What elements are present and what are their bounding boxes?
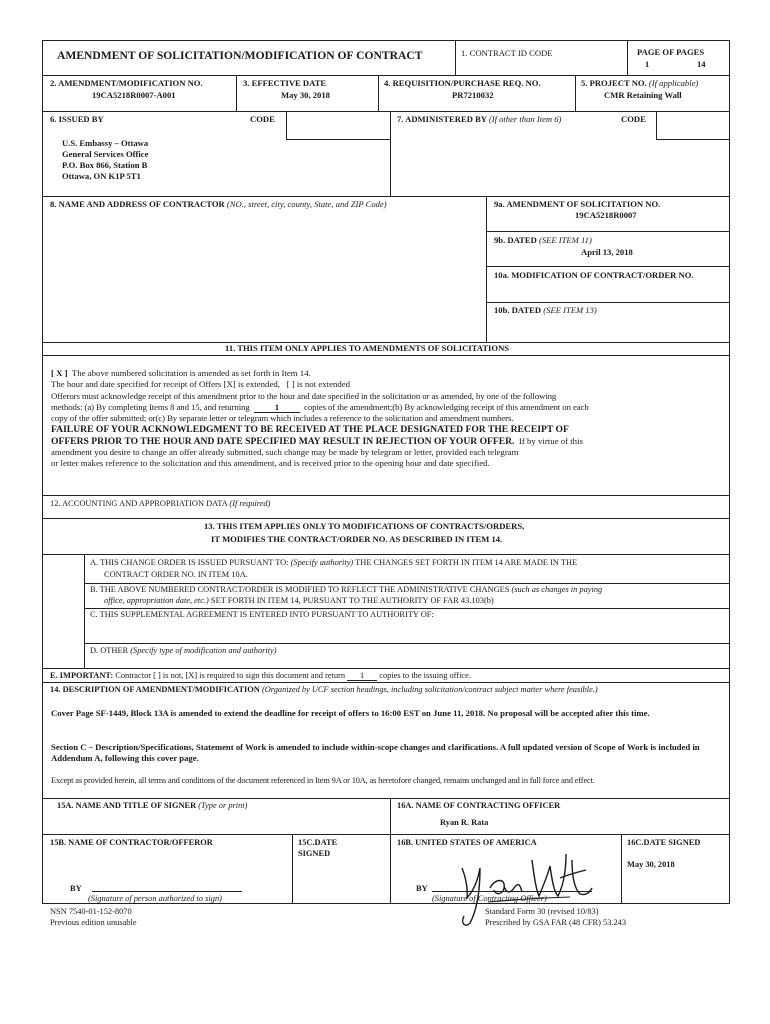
contractor-by-label: BY	[70, 884, 82, 893]
grid-line	[42, 554, 730, 555]
description-para-2: Section C – Description/Specifications, Statement of Work is amended to include within-scope changes and clarifications. A full updated version of Scope of Work is included in Addendum A, following this cover page.	[51, 742, 700, 764]
item13-row-b-tail: SET FORTH IN ITEM 14, PURSUANT TO THE AUTHORITY OF FAR 43.103(b)	[210, 596, 494, 605]
description-para-1: Cover Page SF-1449, Block 13A is amended to extend the deadline for receipt of offers to 16:00 EST on June 11, 2018. No proposal will be accepted after this time.	[51, 708, 650, 718]
accounting-data-label-note: (If required)	[229, 499, 271, 508]
contractor-signature-line[interactable]	[92, 891, 242, 892]
grid-line	[486, 266, 730, 267]
grid-line	[286, 139, 390, 140]
contractor-address-label-note: (NO., street, city, county, State, and ZIP Code)	[226, 199, 387, 209]
grid-line	[378, 75, 379, 111]
item13-row-a-line2: CONTRACT ORDER NO. IN ITEM 10A.	[104, 570, 248, 579]
page-number: 1	[645, 59, 650, 69]
grid-line	[84, 554, 85, 668]
item13-row-d-text: D. OTHER	[90, 646, 129, 655]
requisition-value: PR7210032	[452, 90, 494, 100]
important-copies: 1	[347, 672, 377, 681]
form-title: AMENDMENT OF SOLICITATION/MODIFICATION OF CONTRACT	[57, 49, 423, 62]
description-label	[50, 685, 598, 695]
item13-row-c: C. THIS SUPPLEMENTAL AGREEMENT IS ENTERED INTO PURSUANT TO AUTHORITY OF:	[90, 610, 434, 619]
grid-line	[42, 196, 730, 197]
item13-row-b-text: B. THE ABOVE NUMBERED CONTRACT/ORDER IS MODIFIED TO REFLECT THE ADMINISTRATIVE CHANGES	[90, 585, 510, 594]
item11-line1	[51, 368, 723, 379]
item13-row-a-tail: THE CHANGES SET FORTH IN ITEM 14 ARE MADE IN THE	[355, 558, 578, 567]
accounting-data-label-text: 12. ACCOUNTING AND APPROPRIATION DATA	[50, 499, 228, 508]
item13-row-a-text: A. THIS CHANGE ORDER IS ISSUED PURSUANT TO:	[90, 558, 289, 567]
project-no-label	[581, 79, 698, 89]
item11-line4	[51, 402, 723, 413]
item13-row-b-note: (such as changes in paying	[511, 585, 603, 594]
solicitation-dated-label-text: 9b. DATED	[494, 235, 537, 245]
grid-line	[42, 355, 730, 356]
grid-line	[42, 518, 730, 519]
modification-no-label: 10a. MODIFICATION OF CONTRACT/ORDER NO.	[494, 270, 694, 280]
grid-line	[42, 682, 730, 683]
item11-warning-2-tail: If by virtue of this	[518, 435, 583, 446]
item11-line4b: copies of the amendment;(b) By acknowledging receipt of this amendment on each	[304, 401, 589, 412]
footer-nsn: NSN 7540-01-152-8070	[50, 907, 132, 916]
signer-name-label	[57, 801, 247, 811]
contractor-address-label	[50, 200, 387, 210]
officer-by-label: BY	[416, 884, 428, 893]
officer-date-value: May 30, 2018	[627, 860, 675, 869]
contractor-offeror-label: 15B. NAME OF CONTRACTOR/OFFEROR	[50, 838, 213, 847]
important-label: E. IMPORTANT:	[50, 671, 114, 680]
important-text: Contractor [ ] is not, [X] is required to sign this document and return	[115, 671, 346, 680]
contracting-officer-name: Ryan R. Rata	[440, 818, 489, 827]
modification-dated-label	[494, 306, 597, 316]
item13-header-2: IT MODIFIES THE CONTRACT/ORDER NO. AS DESCRIBED IN ITEM 14.	[211, 534, 503, 544]
item13-row-a-line1	[90, 558, 577, 568]
important-notice	[50, 671, 471, 681]
footer-prescribed: Prescribed by GSA FAR (48 CFR) 53.243	[485, 918, 627, 927]
item13-row-b-line1	[90, 585, 602, 595]
signer-name-label-note: (Type or print)	[198, 801, 248, 810]
signature-stroke-3	[532, 854, 592, 896]
item11-warning-1: FAILURE OF YOUR ACKNOWLEDGMENT TO BE RECEIVED AT THE PLACE DESIGNATED FOR THE RECEIPT OF	[51, 424, 569, 436]
issued-by-address-3: P.O. Box 866, Station B	[62, 160, 148, 170]
contractor-address-label-text: 8. NAME AND ADDRESS OF CONTRACTOR	[50, 199, 225, 209]
item11-check: [ X ]	[51, 368, 68, 378]
project-no-value: CMR Retaining Wall	[604, 90, 682, 100]
contractor-date-label-2: SIGNED	[298, 849, 331, 858]
solicitation-no-label: 9a. AMENDMENT OF SOLICITATION NO.	[494, 199, 661, 209]
item13-header-1: 13. THIS ITEM APPLIES ONLY TO MODIFICATIONS OF CONTRACTS/ORDERS,	[204, 521, 525, 531]
item11-line2	[51, 379, 723, 390]
item11-header: 11. THIS ITEM ONLY APPLIES TO AMENDMENTS OF SOLICITATIONS	[225, 343, 510, 353]
grid-line	[575, 75, 576, 111]
grid-line	[621, 834, 622, 904]
grid-line	[455, 40, 456, 75]
officer-signature-caption: (Signature of Contracting Officer)	[432, 894, 547, 903]
item13-row-b-note-2: office, appropriation date, etc.)	[104, 596, 209, 605]
signature-stroke-2	[490, 881, 522, 894]
signer-name-label-text: 15A. NAME AND TITLE OF SIGNER	[57, 801, 197, 810]
modification-dated-label-note: (SEE ITEM 13)	[543, 305, 597, 315]
administered-by-label-text: 7. ADMINISTERED BY	[397, 114, 487, 124]
description-label-text: 14. DESCRIPTION OF AMENDMENT/MODIFICATION	[50, 685, 260, 694]
item11-line7: amendment you desire to change an offer already submitted, such change may be made by telegram or letter, provided each telegram	[51, 447, 519, 458]
signature-stroke-1	[462, 868, 480, 925]
officer-date-label: 16C.DATE SIGNED	[627, 838, 701, 847]
item11-copies: 1	[254, 403, 300, 413]
grid-line	[236, 75, 237, 111]
administered-by-label	[397, 115, 561, 125]
grid-line	[486, 231, 730, 232]
grid-line	[486, 196, 487, 342]
issued-by-address-2: General Services Office	[62, 149, 149, 159]
grid-line	[42, 495, 730, 496]
solicitation-dated-value: April 13, 2018	[581, 247, 633, 257]
item11-line4a: methods: (a) By completing Items 8 and 15, and returning	[51, 401, 250, 412]
grid-line	[42, 798, 730, 799]
grid-line	[42, 834, 730, 835]
issued-by-label: 6. ISSUED BY	[50, 114, 104, 124]
grid-line	[84, 643, 730, 644]
united-states-label: 16B. UNITED STATES OF AMERICA	[397, 838, 537, 847]
grid-line	[656, 111, 657, 139]
amendment-no-value: 19CA5218R0007-A001	[92, 90, 176, 100]
item11-line5: copy of the offer submitted; or(c) By separate letter or telegram which includes a reference to the solicitation and amendment numbers.	[51, 413, 514, 424]
contractor-signature-caption: (Signature of person authorized to sign)	[88, 894, 222, 903]
grid-line	[42, 668, 730, 669]
grid-line	[42, 75, 730, 76]
item13-row-d	[90, 646, 277, 656]
solicitation-dated-label-note: (SEE ITEM 11)	[538, 235, 592, 245]
item13-row-a-note: (Specify authority)	[290, 558, 354, 567]
effective-date-value: May 30, 2018	[281, 90, 330, 100]
project-no-label-note: (If applicable)	[648, 78, 699, 88]
total-pages: 14	[697, 59, 706, 69]
important-text-2: copies to the issuing office.	[379, 671, 471, 680]
item11-line2b: [ ] is not extended	[286, 379, 351, 390]
grid-line	[286, 111, 287, 139]
solicitation-no-value: 19CA5218R0007	[575, 210, 637, 220]
modification-dated-label-text: 10b. DATED	[494, 305, 542, 315]
issued-by-address-1: U.S. Embassy – Ottawa	[62, 138, 149, 148]
contract-id-code-label: 1. CONTRACT ID CODE	[461, 48, 553, 58]
issued-by-code-label: CODE	[250, 114, 275, 124]
grid-line	[84, 583, 730, 584]
administered-by-code-label: CODE	[621, 114, 646, 124]
solicitation-dated-label	[494, 236, 592, 246]
item11-warning-2	[51, 436, 723, 447]
item11-line1-text: The above numbered solicitation is amended as set forth in Item 14.	[71, 368, 311, 378]
item13-row-b-line2	[104, 596, 494, 606]
issued-by-address-4: Ottawa, ON K1P 5T1	[62, 171, 141, 181]
grid-line	[627, 40, 628, 75]
grid-line	[486, 302, 730, 303]
signature-stroke-4	[488, 897, 570, 902]
pages-label: PAGE OF PAGES	[637, 47, 705, 57]
footer-form-name: Standard Form 30 (revised 10/83)	[485, 907, 599, 916]
description-label-note: (Organized by UCF section headings, including solicitation/contract subject matter where feasible.)	[261, 685, 598, 694]
description-para-3: Except as provided herein, all terms and conditions of the document referenced in Item 9A or 10A, as heretofore changed, remains unchanged and in full force and effect.	[51, 776, 595, 785]
amendment-no-label: 2. AMENDMENT/MODIFICATION NO.	[50, 78, 203, 88]
item11-line3: Offerors must acknowledge receipt of this amendment prior to the hour and date specified in the solicitation or as amended, by one of the following	[51, 390, 557, 401]
item11-line2a: The hour and date specified for receipt of Offers [X] is extended,	[51, 379, 280, 390]
grid-line	[292, 834, 293, 904]
accounting-data-label	[50, 499, 270, 509]
item11-line8: or letter makes reference to the solicitation and this amendment, and is received prior to the opening hour and date specified.	[51, 458, 490, 469]
requisition-label: 4. REQUISITION/PURCHASE REQ. NO.	[384, 78, 541, 88]
contracting-officer-label: 16A. NAME OF CONTRACTING OFFICER	[397, 801, 561, 810]
grid-line	[390, 798, 391, 904]
footer-previous-edition: Previous edition unusable	[50, 918, 137, 927]
grid-line	[656, 139, 730, 140]
item13-row-d-note: (Specify type of modification and authority)	[130, 646, 277, 655]
effective-date-label: 3. EFFECTIVE DATE	[243, 78, 327, 88]
item11-warning-2-text: OFFERS PRIOR TO THE HOUR AND DATE SPECIFIED MAY RESULT IN REJECTION OF YOUR OFFER.	[51, 435, 515, 447]
project-no-label-text: 5. PROJECT NO.	[581, 78, 647, 88]
item11-body	[51, 368, 723, 470]
grid-line	[390, 111, 391, 196]
grid-line	[42, 111, 730, 112]
administered-by-label-note: (If other than Item 6)	[488, 114, 562, 124]
contractor-date-label-1: 15C.DATE	[298, 838, 338, 847]
grid-line	[84, 608, 730, 609]
